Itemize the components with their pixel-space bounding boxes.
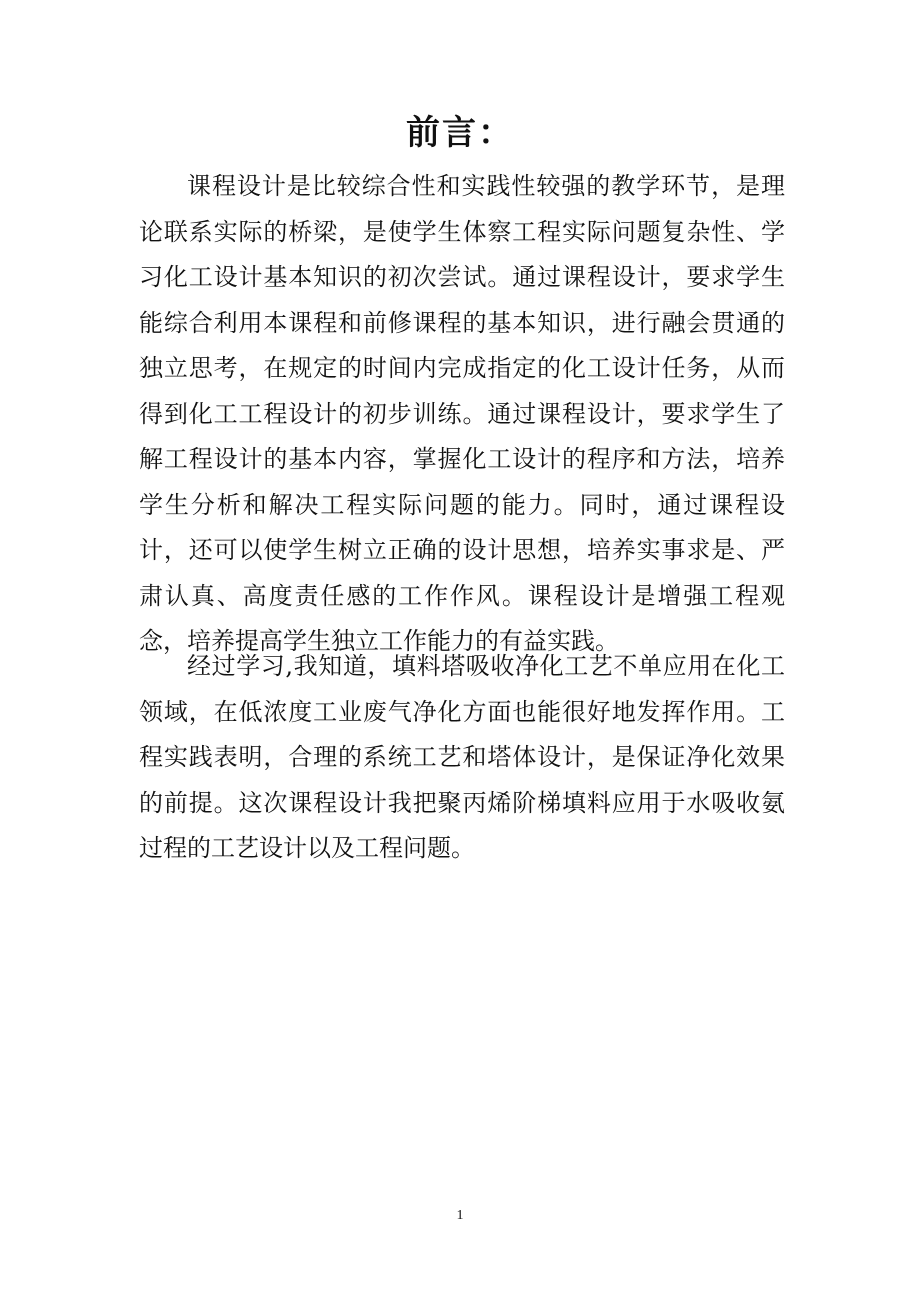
page-title: 前言： (406, 113, 514, 153)
page-number: 1 (456, 1208, 464, 1223)
paragraph-learning-summary: 经过学习,我知道，填料塔吸收净化工艺不单应用在化工领域，在低浓度工业废气净化方面也能很好地发挥作用。工程实践表明，合理的系统工艺和塔体设计，是保证净化效果的前提。这次课程设计我把聚丙烯阶梯填料应用于水吸收氨过程的工艺设计以及工程问题。 (139, 652, 785, 862)
paragraph-introduction: 课程设计是比较综合性和实践性较强的教学环节，是理论联系实际的桥梁，是使学生体察工程实际问题复杂性、学习化工设计基本知识的初次尝试。通过课程设计，要求学生能综合利用本课程和前修课程的基本知识，进行融会贯通的独立思考，在规定的时间内完成指定的化工设计任务，从而得到化工工程设计的初步训练。通过课程设计，要求学生了解工程设计的基本内容，掌握化工设计的程序和方法，培养学生分析和解决工程实际问题的能力。同时，通过课程设计，还可以使学生树立正确的设计思想，培养实事求是、严肃认真、高度责任感的工作作风。课程设计是增强工程观念，培养提高学生独立工作能力的有益实践。 (139, 172, 785, 655)
